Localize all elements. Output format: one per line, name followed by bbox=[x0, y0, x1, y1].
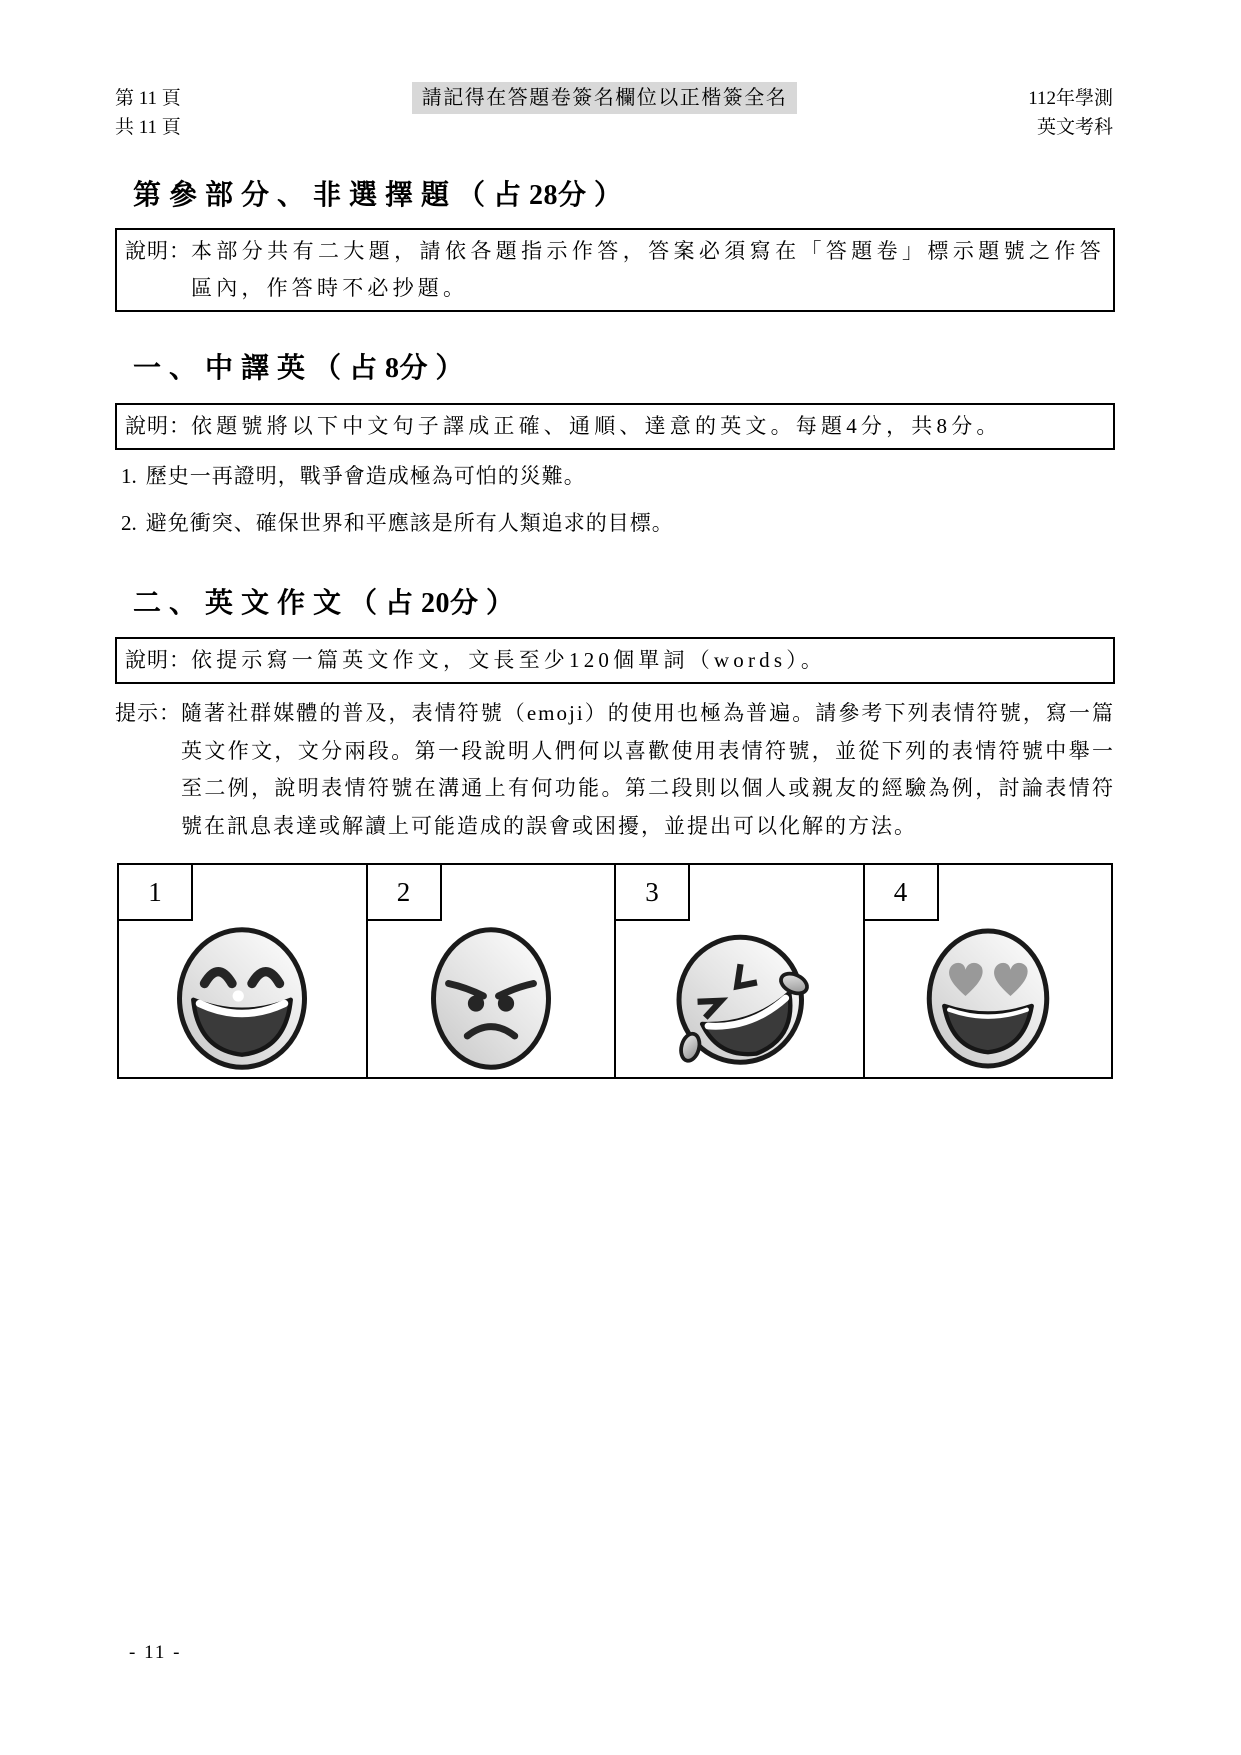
emoji-cell-2 bbox=[368, 865, 617, 1077]
exam-year: 112年學測 bbox=[1028, 88, 1113, 109]
part3-title: 第 參 部 分 、 非 選 擇 題 （ 占 28分 ） bbox=[133, 180, 623, 211]
essay-prompt-label: 提示： bbox=[115, 701, 181, 725]
section2-instruction-label: 說明： bbox=[125, 648, 191, 672]
page-header bbox=[115, 84, 1113, 142]
rolling-on-the-floor-laughing-icon bbox=[616, 919, 863, 1077]
signature-notice: 請記得在答題卷簽名欄位以正楷簽全名 bbox=[412, 82, 798, 114]
emoji-table bbox=[117, 863, 1113, 1079]
angry-face-icon bbox=[368, 919, 615, 1077]
translation-item-2 bbox=[121, 508, 674, 538]
emoji-cell-4 bbox=[865, 865, 1112, 1077]
page-count-line2: 共 11 頁 bbox=[115, 117, 181, 138]
translation-item-2-number: 2. bbox=[121, 511, 137, 535]
section1-instruction-box bbox=[115, 403, 1115, 450]
translation-item-1 bbox=[121, 461, 586, 491]
emoji-1-number-box: 1 bbox=[119, 865, 193, 921]
exam-info-block bbox=[1028, 84, 1113, 142]
footer-page-number: - 11 - bbox=[129, 1642, 182, 1663]
part3-instruction-label: 說明： bbox=[125, 239, 191, 263]
smiling-face-with-heart-eyes-icon bbox=[865, 919, 1112, 1077]
page-count-block bbox=[115, 84, 181, 142]
translation-item-2-text: 避免衝突、確保世界和平應該是所有人類追求的目標。 bbox=[145, 511, 674, 535]
emoji-2-number-box: 2 bbox=[368, 865, 442, 921]
section1-instruction-label: 說明： bbox=[125, 414, 191, 438]
emoji-4-number-box: 4 bbox=[865, 865, 939, 921]
section1-instruction-text: 依題號將以下中文句子譯成正確、通順、達意的英文。每題4分，共8分。 bbox=[191, 414, 1002, 438]
section2-instruction-text: 依提示寫一篇英文作文，文長至少120個單詞（words）。 bbox=[191, 648, 827, 672]
part3-instruction-box bbox=[115, 228, 1115, 312]
essay-prompt bbox=[115, 695, 1115, 845]
page-count-line1: 第 11 頁 bbox=[115, 88, 181, 109]
translation-item-1-number: 1. bbox=[121, 464, 137, 488]
section2-instruction-box bbox=[115, 637, 1115, 684]
grinning-face-with-smiling-eyes-icon bbox=[119, 919, 366, 1077]
essay-prompt-text: 隨著社群媒體的普及，表情符號（emoji）的使用也極為普遍。請參考下列表情符號，寫一篇英文作文，文分兩段。第一段說明人們何以喜歡使用表情符號，並從下列的表情符號中舉一至二例，說明表情符號在溝通上有何功能。第二段則以個人或親友的經驗為例，討論表情符號在訊息表達或解讀上可能造成的誤會或困擾，並提出可以化解的方法。 bbox=[181, 701, 1115, 838]
translation-item-1-text: 歷史一再證明，戰爭會造成極為可怕的災難。 bbox=[145, 464, 586, 488]
section2-title: 二 、 英 文 作 文 （ 占 20分 ） bbox=[133, 588, 515, 619]
part3-instruction-text: 本部分共有二大題，請依各題指示作答，答案必須寫在「答題卷」標示題號之作答區內，作答時不必抄題。 bbox=[191, 239, 1105, 300]
emoji-cell-3 bbox=[616, 865, 865, 1077]
exam-subject: 英文考科 bbox=[1036, 117, 1113, 138]
emoji-3-number-box: 3 bbox=[616, 865, 690, 921]
section1-title: 一 、 中 譯 英 （ 占 8分 ） bbox=[133, 353, 465, 384]
emoji-cell-1 bbox=[119, 865, 368, 1077]
